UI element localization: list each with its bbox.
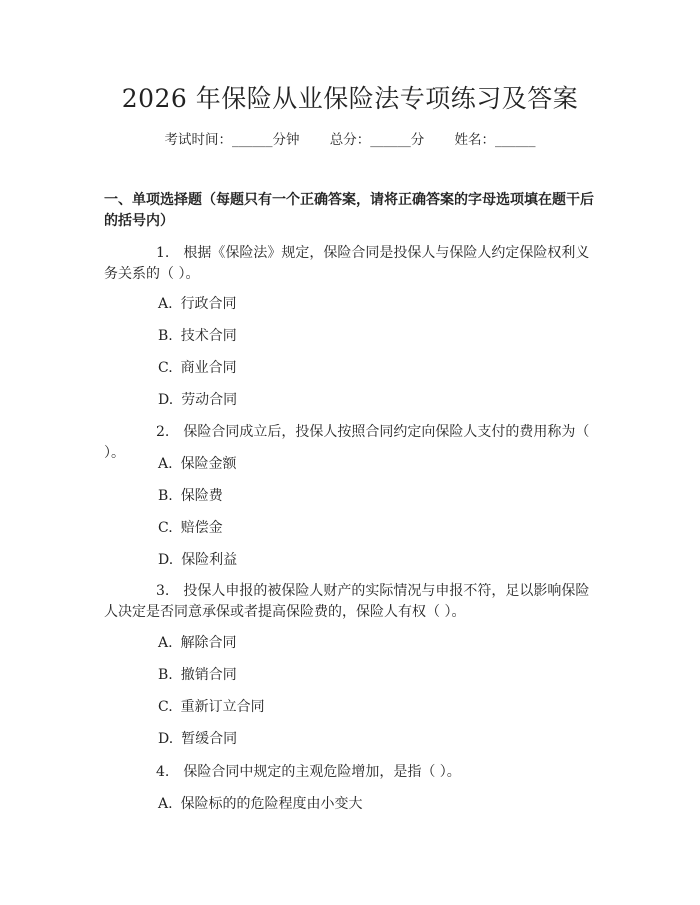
- option-letter: D.: [158, 392, 174, 408]
- question-4-text: 保险合同中规定的主观危险增加，是指（ ）。: [183, 764, 461, 780]
- option-letter: B.: [158, 328, 173, 344]
- question-1-option-c: [158, 358, 237, 379]
- question-2-option-b: [158, 486, 223, 507]
- option-text: 劳动合同: [181, 392, 238, 408]
- option-letter: A.: [158, 456, 173, 472]
- option-letter: B.: [158, 488, 173, 504]
- option-letter: C.: [158, 520, 173, 536]
- option-text: 行政合同: [180, 296, 237, 312]
- question-2-option-c: [158, 518, 223, 539]
- question-3-option-c: [158, 697, 265, 718]
- total-score-field: 总分：______分: [329, 132, 425, 148]
- question-3-number: 3.: [156, 583, 170, 599]
- question-1-option-a: [158, 294, 237, 315]
- option-text: 技术合同: [180, 328, 237, 344]
- option-letter: D.: [158, 552, 174, 568]
- question-2-text: 保险合同成立后，投保人按照合同约定向保险人支付的费用称为（ ）。: [104, 424, 590, 461]
- option-text: 撤销合同: [180, 667, 237, 683]
- question-3-text: 投保人申报的被保险人财产的实际情况与申报不符，足以影响保险人决定是否同意承保或者提高保险费的，保险人有权（ ）。: [104, 583, 590, 620]
- question-3-option-a: [158, 633, 237, 654]
- option-letter: A.: [158, 796, 173, 812]
- question-4-number: 4.: [156, 764, 170, 780]
- question-1-option-d: [158, 390, 237, 411]
- option-text: 保险利益: [181, 552, 238, 568]
- option-text: 赔偿金: [180, 520, 223, 536]
- question-1-option-b: [158, 326, 237, 347]
- option-text: 暂缓合同: [181, 731, 238, 747]
- option-letter: A.: [158, 296, 173, 312]
- option-letter: A.: [158, 635, 173, 651]
- question-3-option-d: [158, 729, 237, 750]
- option-text: 重新订立合同: [180, 699, 265, 715]
- question-1-number: 1.: [156, 245, 170, 261]
- question-3: [104, 581, 602, 623]
- option-letter: C.: [158, 699, 173, 715]
- section-heading: 一、单项选择题（每题只有一个正确答案，请将正确答案的字母选项填在题干后的括号内）: [104, 192, 594, 229]
- question-2-option-a: [158, 454, 237, 475]
- document-title: 2026 年保险从业保险法专项练习及答案: [121, 84, 579, 113]
- question-2-number: 2.: [156, 424, 170, 440]
- option-letter: C.: [158, 360, 173, 376]
- question-4-option-a: [158, 794, 363, 815]
- exam-info-line: [0, 130, 700, 150]
- option-letter: B.: [158, 667, 173, 683]
- option-text: 保险金额: [180, 456, 237, 472]
- question-3-option-b: [158, 665, 237, 686]
- option-text: 保险费: [180, 488, 223, 504]
- question-2-option-d: [158, 550, 237, 571]
- question-4: [104, 762, 602, 783]
- option-letter: D.: [158, 731, 174, 747]
- question-1: [104, 243, 602, 285]
- student-name-field: 姓名：______: [454, 132, 536, 148]
- option-text: 保险标的的危险程度由小变大: [180, 796, 363, 812]
- option-text: 解除合同: [180, 635, 237, 651]
- question-1-text: 根据《保险法》规定，保险合同是投保人与保险人约定保险权利义务关系的（ ）。: [104, 245, 590, 282]
- option-text: 商业合同: [180, 360, 237, 376]
- exam-time-field: 考试时间：______分钟: [164, 132, 300, 148]
